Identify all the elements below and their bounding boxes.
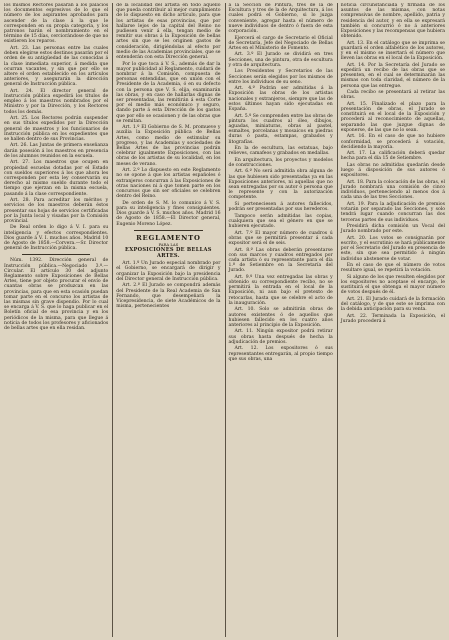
paragraph: Art. 24. El director general de Instrucción pública expedirá los títulos de empleo á los maestros nombrados por el Ministro y por la Dirección, y los Rectores todos los demás. (4, 88, 109, 115)
paragraph: Art. 16. En el caso de que no hubiere conformidad, se procederá á votación, decidiendo la mayoría. (340, 134, 445, 150)
regulation-subheading: EXPOSICIONES DE BELLAS ARTES. (125, 247, 212, 260)
paragraph: á la Sección de Pintura, tres de la de Escultura y tres de la de Arquitectura, á los cuales podrá el Gobierno, si lo juzga conveniente, agregar hasta el número de nueve individuos de dentro ó fuera de esta corporación. (228, 3, 333, 35)
paragraph: Art. 2.º Lo dispuesto en este Reglamento no se opone á que los artistas españoles ó extranjeros concurran á las Exposiciones de otras naciones ni á que tomen parte en los concursos que sin ser oficiales se celebren dentro del Reino. (116, 168, 221, 200)
column-2 (112, 3, 220, 637)
paragraph: Por lo que toca á V. S., además de dar la mayor publicidad al Reglamento, cuidará de nombrar á la Comisión, compuesta de personas entendidas, que en unión con el Presidente de la Academia, ó en su defecto con la persona que V. S. elija, examinarán las obras, y en caso de hallarlas dignas de ser presentadas, las remitirán á esta Corte por el medio más económico y seguro, dando parte á esta Dirección de los gastos que por ello se ocasionen y de las obras que se remitan. (116, 61, 221, 124)
paragraph: En el caso de que el número de votos resultare igual, se repetirá la votación. (340, 263, 445, 274)
paragraph: Art. 3.º El Jurado se dividirá en tres Secciones, una de pintura, otra de escultura y otra de arquitectura. (228, 52, 333, 68)
paragraph: En arquitectura, los proyectos y modelos de construcciones. (228, 157, 333, 168)
paragraph: Las obras no admitidas quedarán desde luego á disposición de sus autores ó expositores. (340, 162, 445, 179)
paragraph: De Real orden lo digo á V. I. para su inteligencia y efectos correspondientes. Dios guarde á V. I. muchos años. Madrid 10 de Agosto de 1858.—Corvera.—Sr. Director general de Instrucción pública. (4, 225, 109, 252)
paragraph: Art. 15. Finalizado el plazo para la presentación de obras, el Jurado se constituirá en el local de la Exposición y procederá al reconocimiento de aquellas, separando las que juzgue dignas de exponerse, de las que no lo sean. (340, 101, 445, 133)
paragraph: Art. 8.º Las obras deberán presentarse con sus marcos y cuadros entregados por cada artista ó su representante para el día 1.º de Setiembre en la Secretaría del Jurado. (228, 247, 333, 274)
section-divider (22, 254, 90, 255)
paragraph: Art. 17. La calificación deberá quedar hecha para el día 15 de Setiembre. (340, 151, 445, 162)
paragraph: Art. 26. Las Juntas de primera enseñanza darán posesión á los maestros en presencia de los alumnos reunidos en la escuela. (4, 143, 109, 159)
paragraph: Art. 28. Para acreditar los méritos y servicios de los maestros deberán éstos presentar sus hojas de servicios certificadas por la Junta local y visadas por la Comisión provincial. (4, 198, 109, 224)
paragraph: de la localidad del artista en todo aquello que pueda contribuir al mejor cumplimiento de lo dispuesto en dicho artículo, para que los artistas de esas provincias, que por hallarse lejos de la capital del Reino no pudiesen venir á ella, tengan medio de remitir sus obras á la Exposición de bellas artes sin que se les originen gastos de consideración, dirigiéndolas al efecto por medio de las Academias provinciales, que se entenderán con esta Dirección general. (116, 3, 221, 61)
paragraph: Art. 23. Las personas entre las cuales deben elegirse estos destinos pasarán por el orden de su antigüedad de las conocidas á la clase inmediata superior, á medida que ocurran vacantes, y sin que por ello se altere el orden establecido en los artículos anteriores, y asegurarán la dirección general de Instrucción pública. (4, 45, 109, 88)
paragraph: Núm. 1392. Dirección general de Instrucción pública.—Negociado 3.º.—Circular. El artículo 30 del adjunto Reglamento sobre Exposiciones de Bellas Artes, tiene por objeto procurar el envío de cuantas obras se produzcan en las provincias, para que en esta ocasión puedan tomar parte en el concurso los artistas de las mismas sin grave dispendio. Por lo cual se encarga á V. S. que lo haga publicar en el Boletín oficial de esa provincia y en los periódicos de la misma, para que llegue á noticia de todos los profesores y aficionados de bellas artes que en ella residan. (4, 258, 109, 332)
paragraph: los mismos Rectores pasarán á los palacios los documentos espresivos de lo que el número de los aspirantes aprobados para ascender de la clase á la que le corresponden en su propia categoría, y los patronos harán el nombramiento en el término de 15 días, cerciorándose de que no existieren los reparos. (4, 3, 109, 45)
paragraph: noticia circunstanciada y firmada de los asuntos de las mismas, con notas comprensivas de nombre, apellido, patria y residencia del autor, y en ella se expresará también si concurrió ó no á anteriores Exposiciones y las recompensas que hubiera obtenido. (340, 3, 445, 40)
paragraph: Cada recibo se presentará al retirar las obras. (340, 90, 445, 101)
column-4 (337, 3, 445, 637)
paragraph: Ejercerá el cargo de Secretario el Oficial de Secretaría, Jefe del Negociado de Bellas Artes en el Ministerio de Fomento. (228, 35, 333, 51)
paragraph: En la de escultura, las estatuas, bajo relieves, camafeos y grabados en medallas. (228, 146, 333, 157)
paragraph: Si perteneciesen á autores fallecidos, podrán ser presentadas por sus herederos. (228, 201, 333, 213)
paragraph: Art. 13. En el catálogo que se imprima se guardará el orden alfabético de los autores, y en el mismo se insertará el número que lleven las obras en el local de la Exposición. (340, 40, 445, 62)
paragraph: Art. 12. Los expositores ó sus representantes entregarán, al propio tiempo que sus obras, una (228, 346, 333, 362)
paragraph: Art. 22. Terminada la Exposición, el Jurado procederá á (340, 313, 445, 325)
paragraph: Art. 6.º No será admitida obra alguna de las que hubiesen sido presentadas ya en las Exposiciones anteriores, ni aquellas que no sean entregadas por su autor ó persona que le represente y con la autorización competente. (228, 169, 333, 201)
paragraph: Art. 5.º Se comprenden entre las obras de pintura los cuadros al óleo, dibujos, aguadas, miniaturas, obras al pastel, esmaltes, porcelanas y mosaicos en piedras duras ó pasta, estampas, grabados y litografías. (228, 113, 333, 145)
paragraph: Art. 14. Por la Secretaría del Jurado se expedirá un recibo de las obras que se presenten, en el cual se determinarán las mismas con toda claridad, el número de la persona que las entregue. (340, 62, 445, 89)
paragraph: Tampoco serán admitidas las copias, cualquiera que sea el género en que se hubieren ejecutado. (228, 213, 333, 230)
paragraph: Art. 19. Para la adjudicación de premios votarán por separado las Secciones, y solo tendrá lugar cuando concurran las dos terceras partes de sus individuos. (340, 201, 445, 223)
paragraph: Art. 1.º Un Jurado especial nombrado por el Gobierno, se encargará de dirigir y organizar la Exposición bajo la presidencia del Director general de Instrucción pública. (116, 261, 221, 282)
paragraph: De orden de S. M. lo comunico á V. S. para su inteligencia y fines consiguientes. Dios guarde á V. S. muchos años. Madrid 16 de Agosto de 1858.—El Director general, Eugenio Moreno López. (116, 200, 221, 227)
paragraph: Art. 27. Los maestros que ocupen en propiedad escuelas dotadas por el Estado con sueldos superiores á los que ahora les corresponden por esta ley conservarán su derecho al mismo sueldo durante todo el tiempo que ejerzan en la misma escuela, pasando á la clase correspondiente. (4, 160, 109, 197)
paragraph: Presidirá dicha comisión un Vocal del Jurado nombrado por este. (340, 224, 445, 235)
paragraph: Art. 11. Ningún expositor podrá retirar sus obras hasta después de hecha la adjudicación de premios. (228, 329, 333, 345)
paragraph: Art. 7.º El mayor número de cuadros ú obras que se permitirá presentar á cada expositor será el de seis. (228, 230, 333, 246)
paragraph: Art. 18. Para la colocación de las obras, el Jurado nombrará una comisión de cinco individuos, perteneciendo al menos dos á cada una de las tres Secciones. (340, 179, 445, 201)
section-divider (134, 230, 202, 231)
paragraph: Art. 4.º Podrán ser admitidas á la Exposición las obras de los artistas nacionales y extranjeros, siempre que las de estos últimos hayan sido ejecutadas en España. (228, 86, 333, 113)
paragraph: Art. 10. Solo se admitirán obras de autores existentes ó de aquellos que hubiesen fallecido en los cuatro años anteriores al principio de la Exposición. (228, 307, 333, 328)
regulation-subheading-small: PARA LAS (158, 241, 179, 247)
text-columns (4, 3, 445, 637)
paragraph: Art. 21. El Jurado cuidará de la formación del catálogo, y de que este se imprima con la debida anticipación para su venta. (340, 296, 445, 313)
paragraph: Art. 25. Los Rectores podrán suspender en sus títulos expedidos por la Dirección general de maestros y los funcionarios de Instrucción pública en los expedientes que se hallen dentro de sus Provincias. (4, 116, 109, 142)
regulation-heading: REGLAMENTO (136, 233, 201, 242)
paragraph: Los Presidentes y Secretarios de las Secciones serán elegidos por los mismos de entre los individuos de su seno. (228, 69, 333, 85)
paragraph: Art. 1.º El Gobierno de S. M. promueve y auxilia la Exposición pública de Bellas Artes, como medio de estimular su progreso, y las Academias y sociedades de Bellas Artes de las provincias podrán celebrar igualmente Exposiciones, con las obras de los artistas de su localidad, en los meses de verano. (116, 125, 221, 167)
paragraph: Art. 2.º El Jurado se compondrá además del Presidente de la Real Academia de San Fernando, que desempeñará la Vicepresidencia, de siete Académicos de la misma, pertenecientes (116, 283, 221, 310)
paragraph: Si alguno de los que resulten elegidos por los expositores no aceptase el encargo, le sustituirá el que obtenga el mayor número de votos después de él. (340, 274, 445, 296)
column-3 (225, 3, 333, 637)
column-1 (4, 3, 108, 637)
paragraph: Art. 20. Los votos se consignarán por escrito, y el escrutinio se hará públicamente por el Secretario del Jurado en presencia de este, sin que sea permitido á ningún individuo abstenerse de votar. (340, 235, 445, 262)
paragraph: Art. 9.º Una vez entregadas las obras y obtenido su correspondiente recibo, no se permitirá la entrada en el local de la Exposición, ni aun bajo el pretexto de retocarlas, hasta que se celebre el acto de la inauguración. (228, 274, 333, 306)
